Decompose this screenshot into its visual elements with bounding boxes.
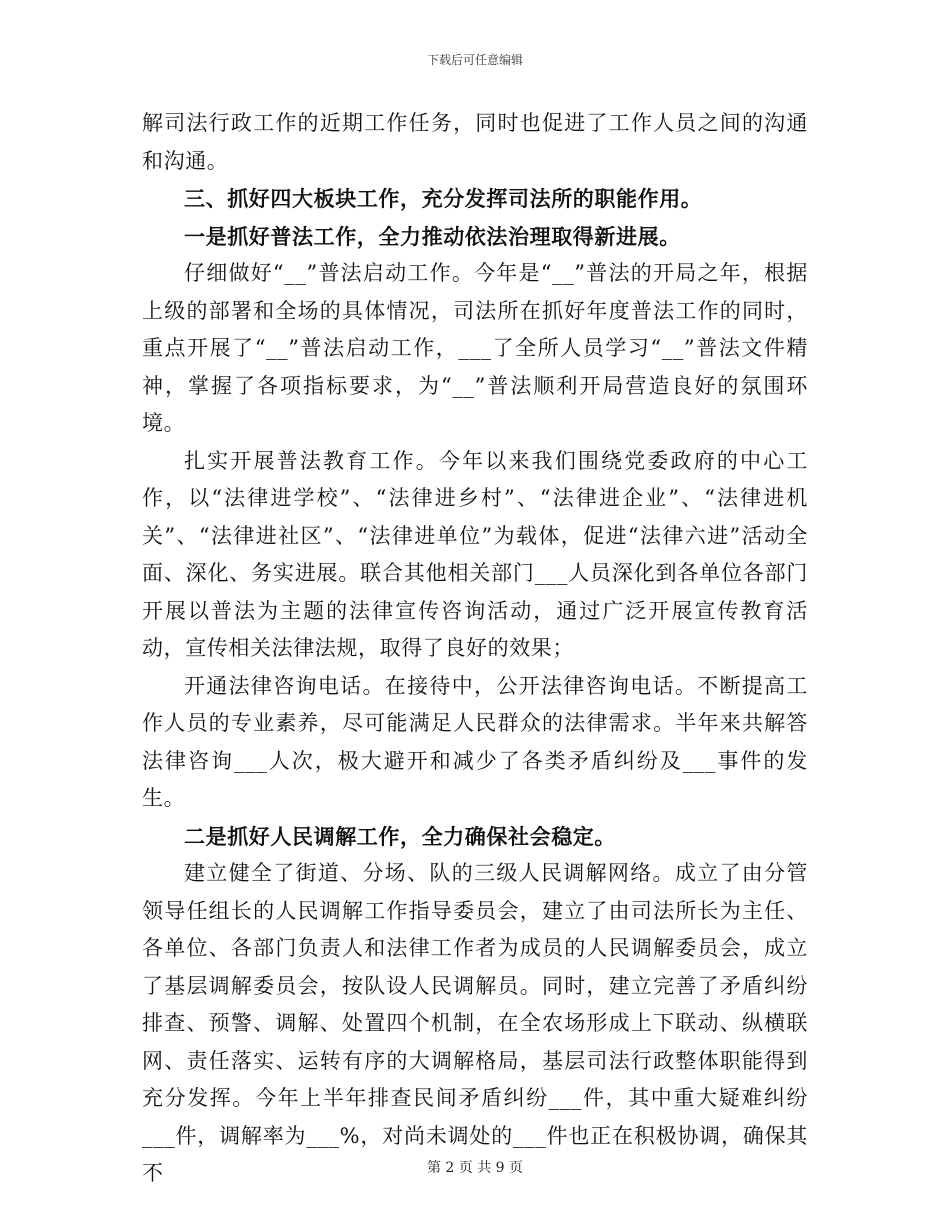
- page-number: 第 2 页 共 9 页: [426, 1160, 524, 1176]
- subheading-mediation: 二是抓好人民调解工作，全力确保社会稳定。: [184, 823, 616, 849]
- paragraph-mediation-network: 建立健全了街道、分场、队的三级人民调解网络。成立了由分管领导任组长的人民调解工作指导委员会，建立了由司法所长为主任、各单位、各部门负责人和法律工作者为成员的人民调解委员会，成立了基层调解委员会，按队设人民调解员。同时，建立完善了矛盾纠纷排查、预警、调解、处置四个机制，在全农场形成上下联动、纵横联网、责任落实、运转有序的大调解格局，基层司法行政整体职能得到充分发挥。今年上半年排查民间矛盾纠纷___件，其中重大疑难纠纷___件，调解率为___%，对尚未调处的___件也正在积极协调，确保其不: [142, 861, 808, 1185]
- paragraph-launch-work: 仔细做好“__”普法启动工作。今年是“__”普法的开局之年，根据上级的部署和全场的具体情况，司法所在抓好年度普法工作的同时，重点开展了“__”普法启动工作，___了全所人员学习“__”普法文件精神，掌握了各项指标要求，为“__”普法顺利开局营造良好的氛围环境。: [142, 261, 808, 435]
- page-header: 下载后可任意编辑: [426, 53, 523, 67]
- paragraph-continuation: 解司法行政工作的近期工作任务，同时也促进了工作人员之间的沟通和沟通。: [142, 111, 808, 173]
- section-heading-3: 三、抓好四大板块工作，充分发挥司法所的职能作用。: [184, 186, 703, 211]
- paragraph-hotline: 开通法律咨询电话。在接待中，公开法律咨询电话。不断提高工作人员的专业素养，尽可能满足人民群众的法律需求。半年来共解答法律咨询___人次，极大避开和减少了各类矛盾纠纷及___事件的发生。: [142, 673, 808, 810]
- document-body: [142, 105, 808, 1193]
- subheading-legal-education: 一是抓好普法工作，全力推动依法治理取得新进展。: [184, 223, 681, 249]
- paragraph-education-work: 扎实开展普法教育工作。今年以来我们围绕党委政府的中心工作，以“法律进学校”、“法律进乡村”、“法律进企业”、“法律进机关”、“法律进社区”、“法律进单位”为载体，促进“法律六进”活动全面、深化、务实进展。联合其他相关部门___人员深化到各单位各部门开展以普法为主题的法律宣传咨询活动，通过广泛开展宣传教育活动，宣传相关法律法规，取得了良好的效果；: [142, 448, 808, 660]
